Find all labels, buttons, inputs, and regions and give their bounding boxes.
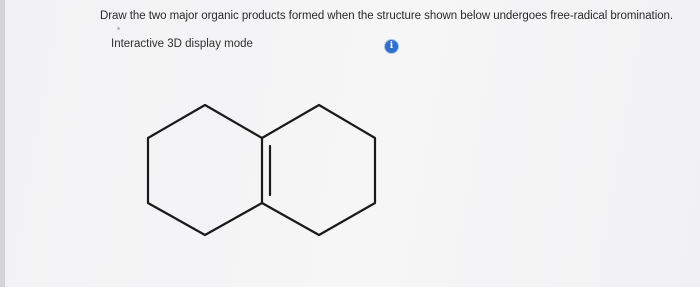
display-mode-label[interactable]: Interactive 3D display mode [111, 38, 253, 50]
question-text: Draw the two major organic products formed when the structure shown below undergoes free-radical bromination. [100, 10, 674, 22]
bicyclic-alkene-structure [148, 105, 375, 235]
right-ring [262, 105, 375, 235]
left-ring [148, 105, 262, 235]
info-glyph: i [389, 41, 394, 51]
